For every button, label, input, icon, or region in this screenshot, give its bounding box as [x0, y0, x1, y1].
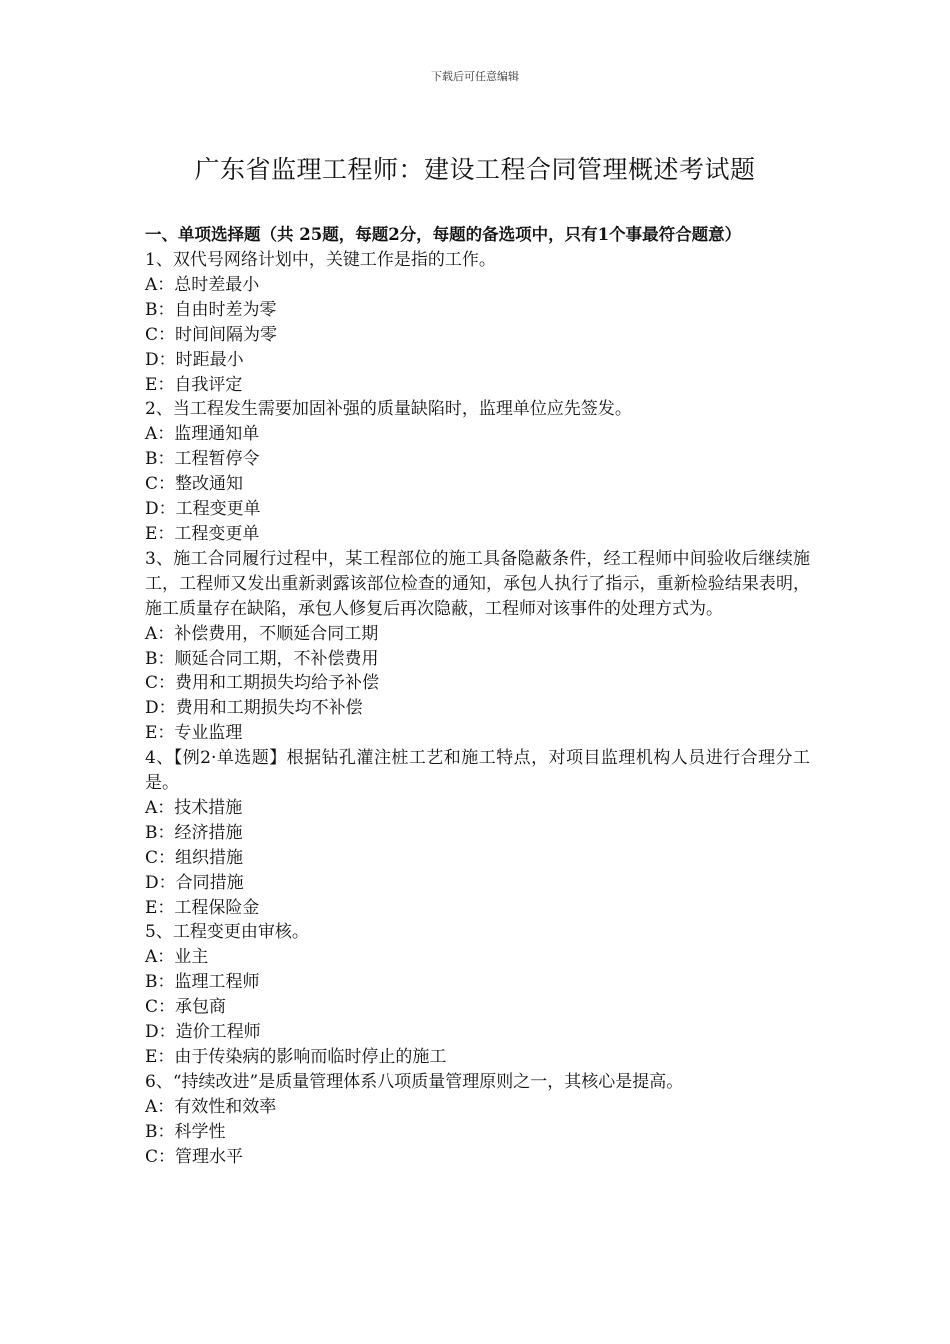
option-d: D：工程变更单: [145, 499, 261, 520]
option-b: B：自由时差为零: [145, 299, 277, 320]
option-d: D：合同措施: [145, 872, 244, 893]
option-b: B：监理工程师: [145, 972, 260, 993]
option-c: C：费用和工期损失均给予补偿: [145, 673, 380, 694]
option-a: A：业主: [145, 947, 209, 968]
header-note: 下载后可任意编辑: [431, 70, 519, 83]
question-text: 6、“持续改进”是质量管理体系八项质量管理原则之一，其核心是提高。: [145, 1071, 684, 1092]
option-d: D：造价工程师: [145, 1022, 261, 1043]
option-a: A：总时差最小: [145, 274, 260, 295]
option-c: C：整改通知: [145, 474, 244, 495]
question-4: [145, 746, 810, 920]
option-c: C：承包商: [145, 997, 227, 1018]
question-text: 5、工程变更由审核。: [145, 922, 309, 943]
question-6: [145, 1070, 810, 1170]
question-5: [145, 920, 810, 1069]
exam-content: [145, 222, 810, 1170]
option-e: E：工程保险金: [145, 897, 260, 918]
option-a: A：补偿费用，不顺延合同工期: [145, 623, 379, 644]
question-text: 1、双代号网络计划中，关键工作是指的工作。: [145, 250, 496, 270]
option-e: E：工程变更单: [145, 523, 260, 544]
option-b: B：经济措施: [145, 822, 243, 843]
question-text: 4、【例2·单选题】根据钻孔灌注桩工艺和施工特点，对项目监理机构人员进行合理分工是。: [145, 748, 810, 794]
question-1: [145, 248, 810, 397]
question-text: 2、当工程发生需要加固补强的质量缺陷时，监理单位应先签发。: [145, 399, 632, 420]
option-d: D：费用和工期损失均不补偿: [145, 698, 363, 719]
option-a: A：技术措施: [145, 797, 243, 818]
option-a: A：有效性和效率: [145, 1096, 277, 1117]
option-e: E：专业监理: [145, 723, 243, 744]
document-title: 广东省监理工程师：建设工程合同管理概述考试题: [194, 155, 756, 184]
option-a: A：监理通知单: [145, 424, 260, 445]
option-b: B：工程暂停令: [145, 449, 260, 470]
section-heading: 一、单项选择题（共 25题，每题2分，每题的备选项中，只有1个事最符合题意）: [145, 225, 742, 244]
option-b: B：科学性: [145, 1121, 226, 1142]
option-d: D：时距最小: [145, 349, 244, 370]
option-c: C：组织措施: [145, 847, 244, 868]
question-2: [145, 397, 810, 546]
question-3: [145, 547, 810, 746]
question-text: 3、施工合同履行过程中，某工程部位的施工具备隐蔽条件，经工程师中间验收后继续施工，工程师又发出重新剥露该部位检查的通知，承包人执行了指示，重新检验结果表明，施工质量存在缺陷，承包人修复后再次隐蔽，工程师对该事件的处理方式为。: [145, 548, 810, 619]
option-e: E：自我评定: [145, 374, 243, 395]
option-c: C：管理水平: [145, 1146, 244, 1167]
option-c: C：时间间隔为零: [145, 324, 278, 345]
option-e: E：由于传染病的影响而临时停止的施工: [145, 1047, 447, 1067]
option-b: B：顺延合同工期，不补偿费用: [145, 648, 379, 669]
